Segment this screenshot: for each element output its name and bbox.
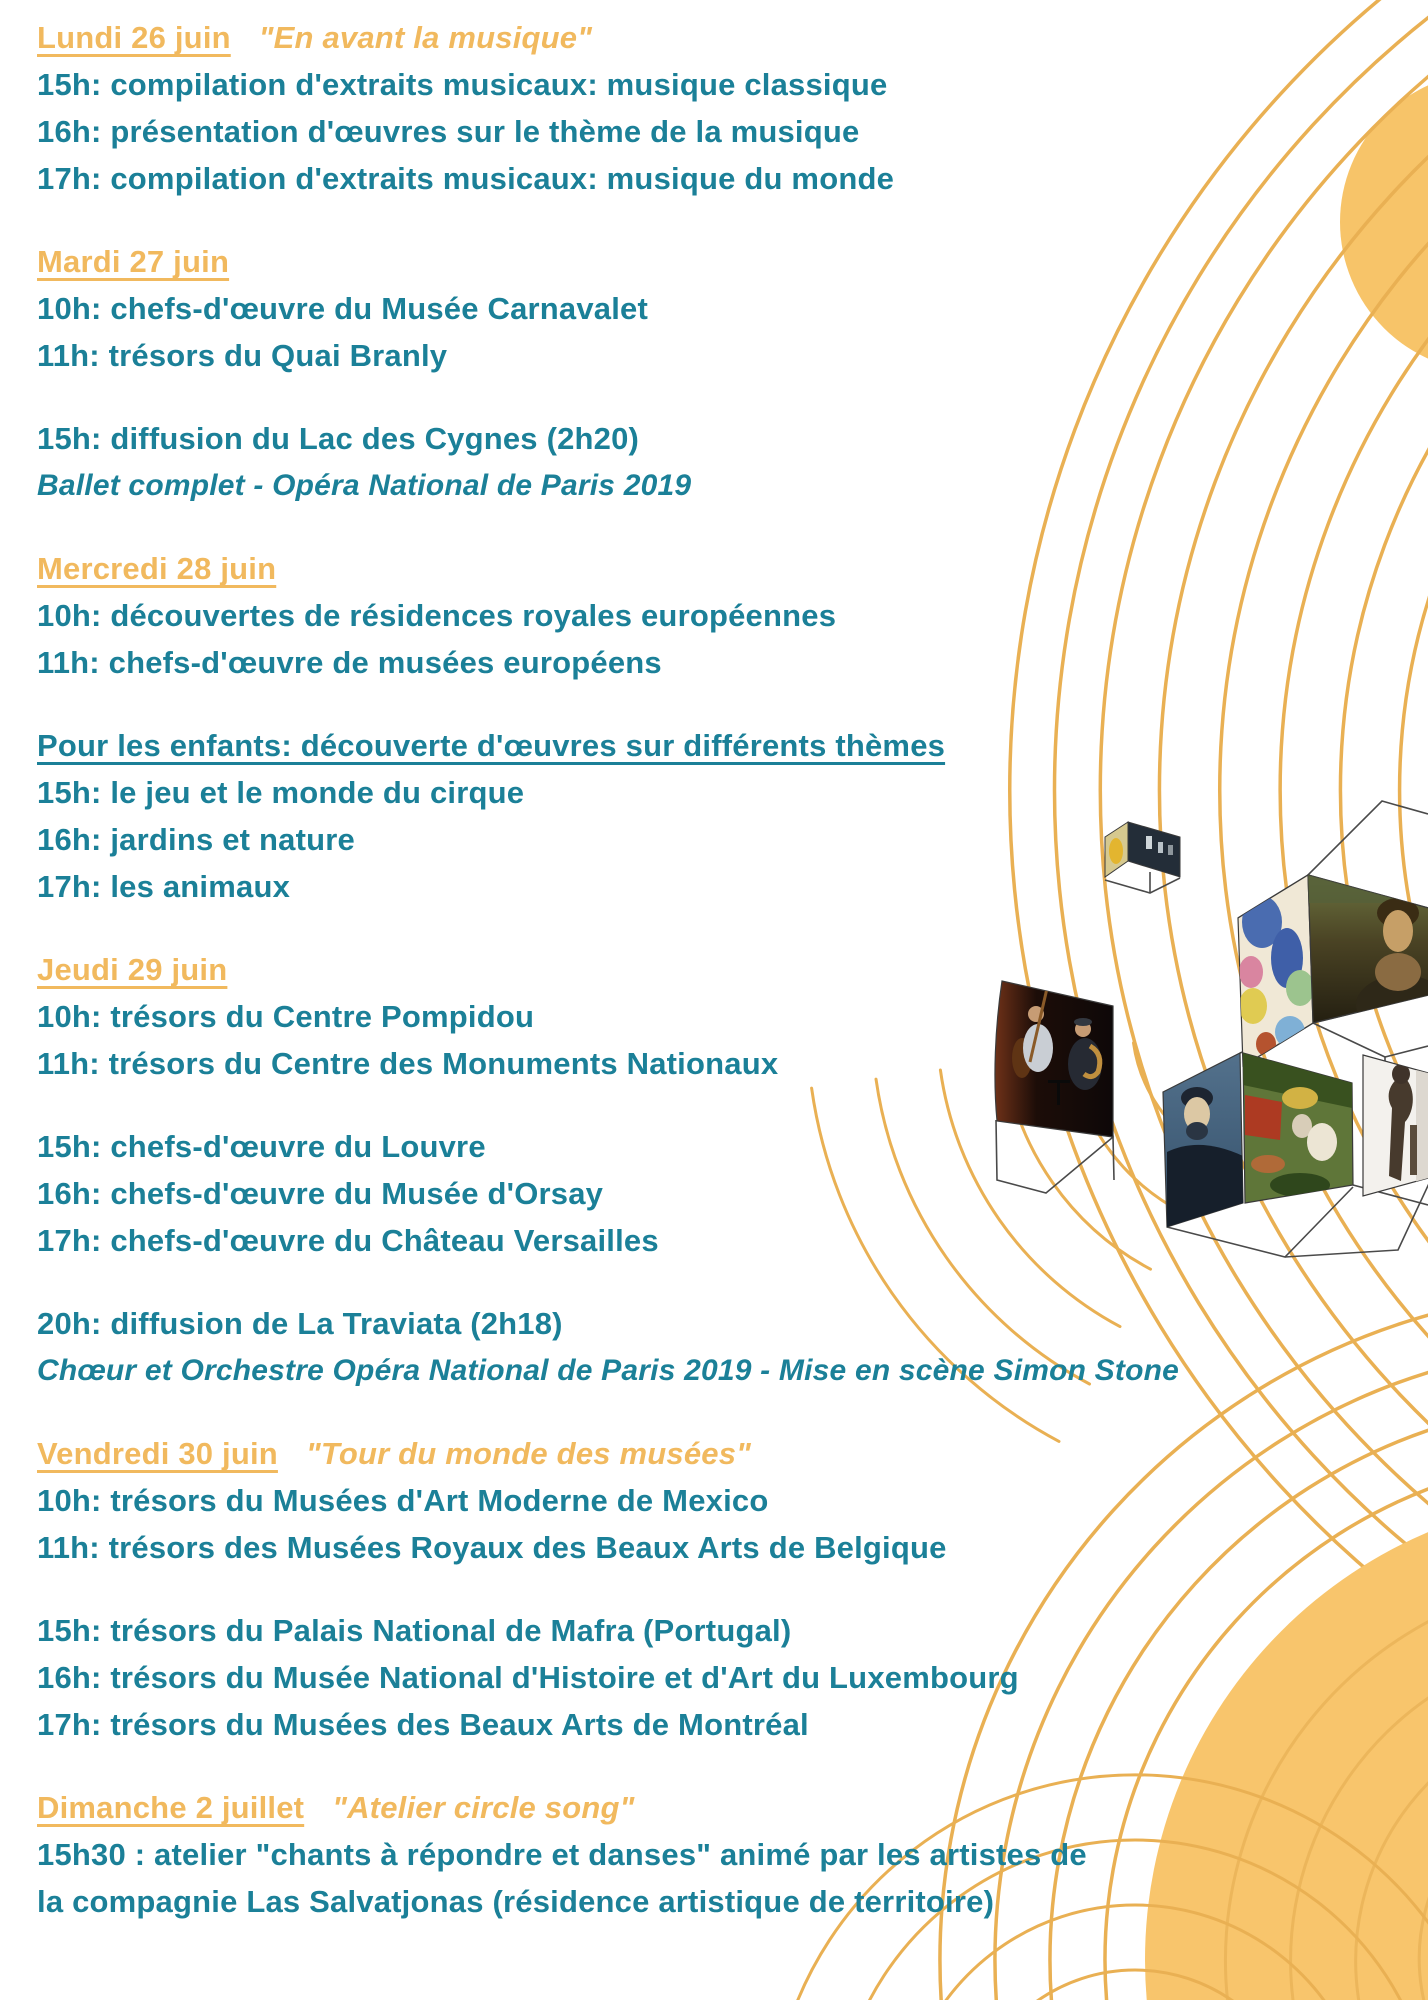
time-block (37, 1607, 1179, 1748)
schedule-line: 15h: compilation d'extraits musicaux: musique classique (37, 67, 888, 102)
schedule-line: 16h: présentation d'œuvres sur le thème de la musique (37, 114, 860, 149)
schedule-line: 11h: trésors du Centre des Monuments Nationaux (37, 1046, 779, 1081)
day-heading-line (37, 14, 1179, 61)
day-subtitle: "En avant la musique" (258, 20, 593, 55)
time-block (37, 993, 1179, 1087)
schedule-line: la compagnie Las Salvatjonas (résidence artistique de territoire) (37, 1884, 995, 1919)
schedule-line: 17h: trésors du Musées des Beaux Arts de Montréal (37, 1707, 809, 1742)
schedule-line: 17h: compilation d'extraits musicaux: musique du monde (37, 161, 895, 196)
schedule (37, 14, 1179, 1925)
day-heading-line (37, 722, 1179, 769)
schedule-line: 10h: trésors du Centre Pompidou (37, 999, 535, 1034)
schedule-line: 16h: jardins et nature (37, 822, 355, 857)
schedule-line: 10h: trésors du Musées d'Art Moderne de Mexico (37, 1483, 769, 1518)
matisse-painting-face (1238, 875, 1314, 1066)
schedule-line: 16h: chefs-d'œuvre du Musée d'Orsay (37, 1176, 604, 1211)
schedule-line: 15h: diffusion du Lac des Cygnes (2h20) (37, 421, 640, 456)
day-section (37, 946, 1179, 1394)
schedule-line: 11h: chefs-d'œuvre de musées européens (37, 645, 662, 680)
time-block (37, 61, 1179, 202)
time-block (37, 1300, 1179, 1394)
day-heading: Mercredi 28 juin (37, 551, 277, 586)
schedule-line: Chœur et Orchestre Opéra National de Paris 2019 - Mise en scène Simon Stone (37, 1354, 1180, 1387)
time-block (37, 1477, 1179, 1571)
day-heading: Dimanche 2 juillet (37, 1790, 305, 1825)
day-heading: Pour les enfants: découverte d'œuvres sur différents thèmes (37, 728, 946, 763)
time-block (37, 592, 1179, 686)
time-block (37, 1123, 1179, 1264)
schedule-line: Ballet complet - Opéra National de Paris 2019 (37, 469, 692, 502)
day-subtitle: "Tour du monde des musées" (305, 1436, 752, 1471)
time-block (37, 769, 1179, 910)
day-heading: Mardi 27 juin (37, 244, 230, 279)
schedule-line: 10h: chefs-d'œuvre du Musée Carnavalet (37, 291, 649, 326)
schedule-line: 15h: le jeu et le monde du cirque (37, 775, 525, 810)
time-block (37, 285, 1179, 379)
day-subtitle: "Atelier circle song" (332, 1790, 635, 1825)
day-section (37, 14, 1179, 202)
schedule-line: 15h: chefs-d'œuvre du Louvre (37, 1129, 486, 1164)
day-heading: Jeudi 29 juin (37, 952, 228, 987)
schedule-line: 10h: découvertes de résidences royales européennes (37, 598, 837, 633)
day-section (37, 1430, 1179, 1748)
schedule-line: 16h: trésors du Musée National d'Histoire et d'Art du Luxembourg (37, 1660, 1019, 1695)
day-heading-line (37, 1430, 1179, 1477)
schedule-line: 15h30 : atelier "chants à répondre et danses" animé par les artistes de (37, 1837, 1087, 1872)
day-heading-line (37, 1784, 1179, 1831)
day-section (37, 722, 1179, 910)
schedule-line: 11h: trésors des Musées Royaux des Beaux Arts de Belgique (37, 1530, 947, 1565)
time-block (37, 1831, 1179, 1925)
schedule-line: 11h: trésors du Quai Branly (37, 338, 448, 373)
day-heading-line (37, 238, 1179, 285)
day-heading: Lundi 26 juin (37, 20, 231, 55)
day-section (37, 545, 1179, 686)
schedule-line: 20h: diffusion de La Traviata (2h18) (37, 1306, 563, 1341)
schedule-line: 15h: trésors du Palais National de Mafra (Portugal) (37, 1613, 792, 1648)
time-block (37, 415, 1179, 509)
african-sculpture-face (1363, 1055, 1428, 1196)
schedule-line: 17h: les animaux (37, 869, 291, 904)
day-heading-line (37, 545, 1179, 592)
day-heading: Vendredi 30 juin (37, 1436, 278, 1471)
schedule-line: 17h: chefs-d'œuvre du Château Versailles (37, 1223, 659, 1258)
day-heading-line (37, 946, 1179, 993)
day-section (37, 1784, 1179, 1925)
day-section (37, 238, 1179, 509)
